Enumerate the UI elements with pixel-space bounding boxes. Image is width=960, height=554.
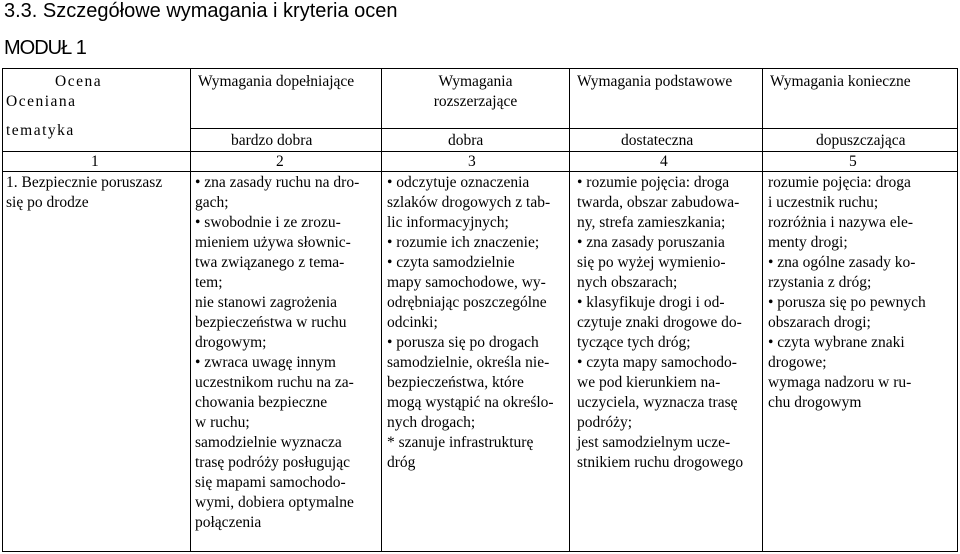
requirement-line: gach; xyxy=(195,194,229,211)
requirement-line: twarda, obszar zabudowa- xyxy=(577,194,740,211)
requirement-line: twa związanego z tema- xyxy=(195,254,345,271)
requirement-line: mapy samochodowe, wy- xyxy=(387,274,546,291)
module-title: MODUŁ 1 xyxy=(4,37,86,59)
column-number-5: 5 xyxy=(849,153,857,170)
topic-line: 1. Bezpiecznie poruszasz xyxy=(6,174,163,191)
requirement-line: bezpieczeństwa, które xyxy=(387,374,524,391)
column-number-2: 2 xyxy=(276,153,284,170)
requirement-line: obszarach drogi; xyxy=(768,314,871,331)
header-tematyka: tematyka xyxy=(6,122,75,139)
requirement-line: rozróżnia i nazywa ele- xyxy=(768,214,914,231)
requirement-line: drogowe; xyxy=(768,354,827,371)
requirement-line: • czyta wybrane znaki xyxy=(768,334,905,351)
requirement-line: • porusza się po drogach xyxy=(387,334,539,351)
header-wymagania-podstawowe: Wymagania podstawowe xyxy=(577,73,733,90)
requirement-line: nych drogach; xyxy=(387,414,476,431)
requirement-line: • czyta mapy samochodo- xyxy=(577,354,737,371)
requirement-line: • rozumie pojęcia: droga xyxy=(577,174,730,191)
requirement-line: • zna ogólne zasady ko- xyxy=(768,254,916,271)
requirement-line: ny, strefa zamieszkania; xyxy=(577,214,726,231)
requirement-line: czytuje znaki drogowe do- xyxy=(577,314,742,331)
requirement-line: mogą wystąpić na określo- xyxy=(387,394,554,411)
grade-bardzo-dobra: bardzo dobra xyxy=(231,132,313,149)
header-wymagania-konieczne: Wymagania konieczne xyxy=(770,73,911,90)
column-number-4: 4 xyxy=(660,153,668,170)
requirement-line: * szanuje infrastrukturę xyxy=(387,434,534,451)
requirement-line: • zna zasady poruszania xyxy=(577,234,725,251)
requirement-line: nie stanowi zagrożenia xyxy=(195,294,338,311)
header-oceniana: Oceniana xyxy=(6,93,77,110)
requirement-line: samodzielnie wyznacza xyxy=(195,434,342,451)
requirement-line: uczyciela, wyznacza trasę xyxy=(577,394,738,411)
header-wymagania-rozszerzajace: Wymagania rozszerzające xyxy=(433,73,518,110)
requirement-line: • czyta samodzielnie xyxy=(387,254,515,271)
grade-dobra: dobra xyxy=(448,132,484,149)
requirement-line: wymi, dobiera optymalne xyxy=(195,494,354,511)
column-number-1: 1 xyxy=(91,153,99,170)
requirement-line: odrębniając poszczególne xyxy=(387,294,547,311)
requirement-line: chowania bezpieczne xyxy=(195,394,328,411)
header-ocena: Ocena xyxy=(55,73,103,90)
requirement-line: szlaków drogowych z tab- xyxy=(387,194,551,211)
requirement-line: wymaga nadzoru w ru- xyxy=(768,374,912,391)
requirement-line: we pod kierunkiem na- xyxy=(577,374,721,391)
requirement-line: w ruchu; xyxy=(195,414,250,431)
requirement-line: i uczestnik ruchu; xyxy=(768,194,879,211)
requirement-line: nych obszarach; xyxy=(577,274,678,291)
requirement-line: mieniem używa słownic- xyxy=(195,234,351,251)
requirement-line: drogowym; xyxy=(195,334,267,351)
requirement-line: rozumie pojęcia: droga xyxy=(768,174,911,191)
grade-dostateczna: dostateczna xyxy=(621,132,694,149)
requirement-line: podróży; xyxy=(577,414,633,431)
requirement-line: trasę podróży posługując xyxy=(195,454,350,471)
requirement-line: stnikiem ruchu drogowego xyxy=(577,454,744,471)
section-title: 3.3. Szczegółowe wymagania i kryteria ocen xyxy=(4,0,398,22)
requirement-line: lic informacyjnych; xyxy=(387,214,509,231)
requirement-line: chu drogowym xyxy=(768,394,862,411)
requirement-line: • porusza się po pewnych xyxy=(768,294,926,311)
requirement-line: się mapami samochodo- xyxy=(195,474,346,491)
requirement-line: • swobodnie i ze zrozu- xyxy=(195,214,341,231)
column-number-3: 3 xyxy=(468,153,476,170)
topic-line: się po drodze xyxy=(6,194,89,211)
requirement-line: dróg xyxy=(387,454,416,471)
requirement-line: • zwraca uwagę innym xyxy=(195,354,336,371)
requirement-line: samodzielnie, określa nie- xyxy=(387,354,550,371)
requirement-line: bezpieczeństwa w ruchu xyxy=(195,314,347,331)
requirement-line: • zna zasady ruchu na dro- xyxy=(195,174,360,191)
requirement-line: odcinki; xyxy=(387,314,438,331)
requirement-line: połączenia xyxy=(195,514,262,531)
requirement-line: się po wyżej wymienio- xyxy=(577,254,726,271)
requirement-line: jest samodzielnym uczе- xyxy=(577,434,731,451)
requirement-line: menty drogi; xyxy=(768,234,848,251)
requirement-line: tem; xyxy=(195,274,223,291)
header-wymagania-dopelniajace: Wymagania dopełniające xyxy=(198,73,355,90)
grade-dopuszczajaca: dopuszczająca xyxy=(816,132,906,149)
requirement-line: • odczytuje oznaczenia xyxy=(387,174,530,191)
requirement-line: tyczące tych dróg; xyxy=(577,334,691,351)
requirement-line: uczestnikom ruchu na za- xyxy=(195,374,354,391)
requirement-line: rzystania z dróg; xyxy=(768,274,872,291)
requirement-line: • rozumie ich znaczenie; xyxy=(387,234,540,251)
requirement-line: • klasyfikuje drogi i od- xyxy=(577,294,725,311)
